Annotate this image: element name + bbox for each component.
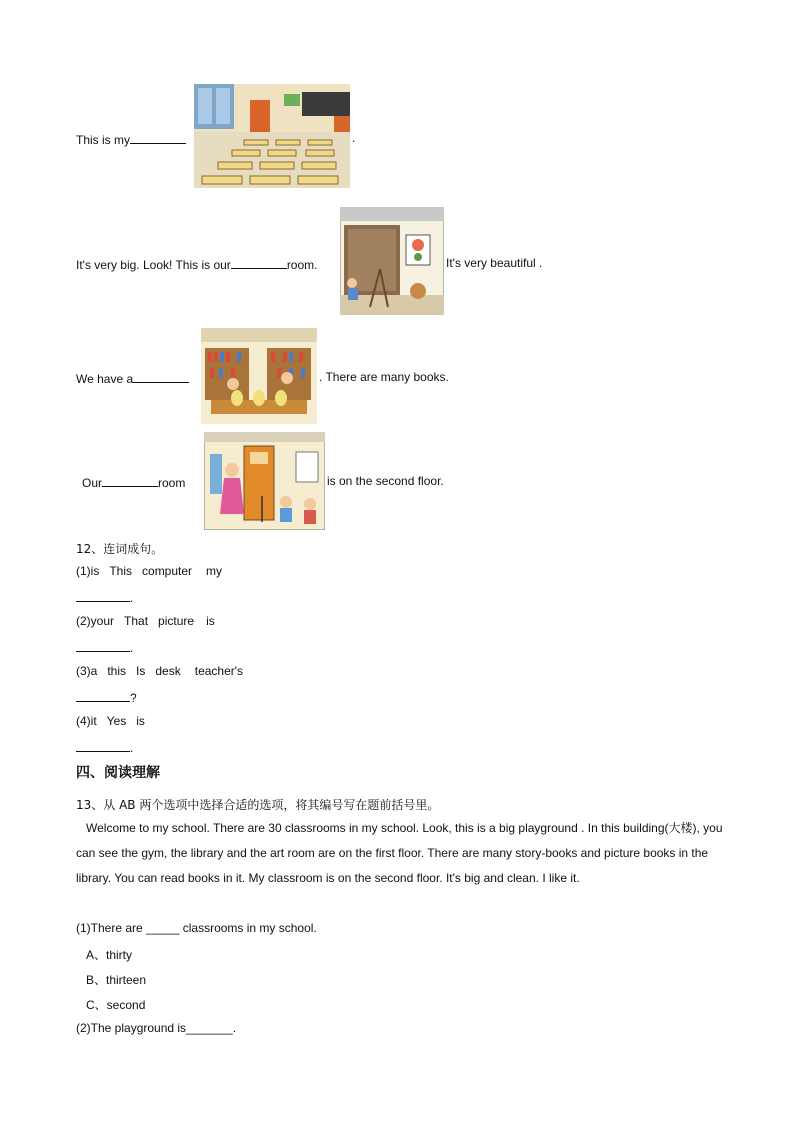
sentence-4-mid: room xyxy=(158,476,186,490)
q12-item-4-words: (4)it Yes is xyxy=(76,714,145,728)
sentence-3-end: . There are many books. xyxy=(319,370,449,384)
sentence-1-end: . xyxy=(352,131,356,145)
answer-blank[interactable] xyxy=(102,474,158,487)
q12-item-2-answer: . xyxy=(76,639,133,655)
option-a[interactable]: A、thirty xyxy=(86,948,133,962)
answer-blank[interactable] xyxy=(76,739,130,752)
q12-item-3-answer: ? xyxy=(76,689,137,705)
answer-blank[interactable] xyxy=(130,131,186,144)
classroom-picture xyxy=(194,84,350,188)
section-4-heading: 四、阅读理解 xyxy=(76,765,160,781)
q12-item-4-answer: . xyxy=(76,739,133,755)
library-picture xyxy=(201,328,317,424)
music-room-picture xyxy=(204,432,325,530)
sentence-4-before: Our xyxy=(82,476,103,490)
sentence-3-before: We have a xyxy=(76,372,134,386)
option-b[interactable]: B、thirteen xyxy=(86,973,147,987)
sentence-2 xyxy=(76,256,318,272)
sentence-2-before: It's very big. Look! This is our xyxy=(76,258,231,272)
q12-item-1-answer: . xyxy=(76,589,133,605)
answer-blank[interactable] xyxy=(76,589,130,602)
q12-item-3-words: (3)a this Is desk teacher's xyxy=(76,664,244,678)
reading-passage: Welcome to my school. There are 30 classrooms in my school. Look, this is a big playground . In this building(大楼), you can see the gym, the library and the art room are on the first floor. There are many story-books and picture books in the library. You can read books in it. My classroom is on the second floor. It's big and clean. I like it. xyxy=(76,821,723,885)
sentence-3 xyxy=(76,370,189,386)
q12-title: 12、连词成句。 xyxy=(76,542,164,556)
sentence-1 xyxy=(76,131,186,147)
answer-blank[interactable] xyxy=(76,689,130,702)
sentence-2-mid: room. xyxy=(286,258,318,272)
answer-blank[interactable] xyxy=(76,639,130,652)
q13-title: 13、从 AB 两个选项中选择合适的选项，将其编号写在题前括号里。 xyxy=(76,798,440,812)
q13-question-1: (1)There are _____ classrooms in my school. xyxy=(76,921,317,935)
sentence-1-before: This is my xyxy=(76,133,130,147)
q12-item-2-words: (2)your That picture is xyxy=(76,614,215,628)
q12-item-1-words: (1)is This computer my xyxy=(76,564,223,578)
q13-question-2: (2)The playground is_______. xyxy=(76,1021,237,1035)
art-room-picture xyxy=(340,207,444,315)
sentence-2-end: It's very beautiful . xyxy=(446,256,543,270)
sentence-4 xyxy=(82,474,185,490)
answer-blank[interactable] xyxy=(133,370,189,383)
answer-blank[interactable] xyxy=(231,256,287,269)
sentence-4-end: is on the second floor. xyxy=(327,474,444,488)
option-c[interactable]: C、second xyxy=(86,998,146,1012)
